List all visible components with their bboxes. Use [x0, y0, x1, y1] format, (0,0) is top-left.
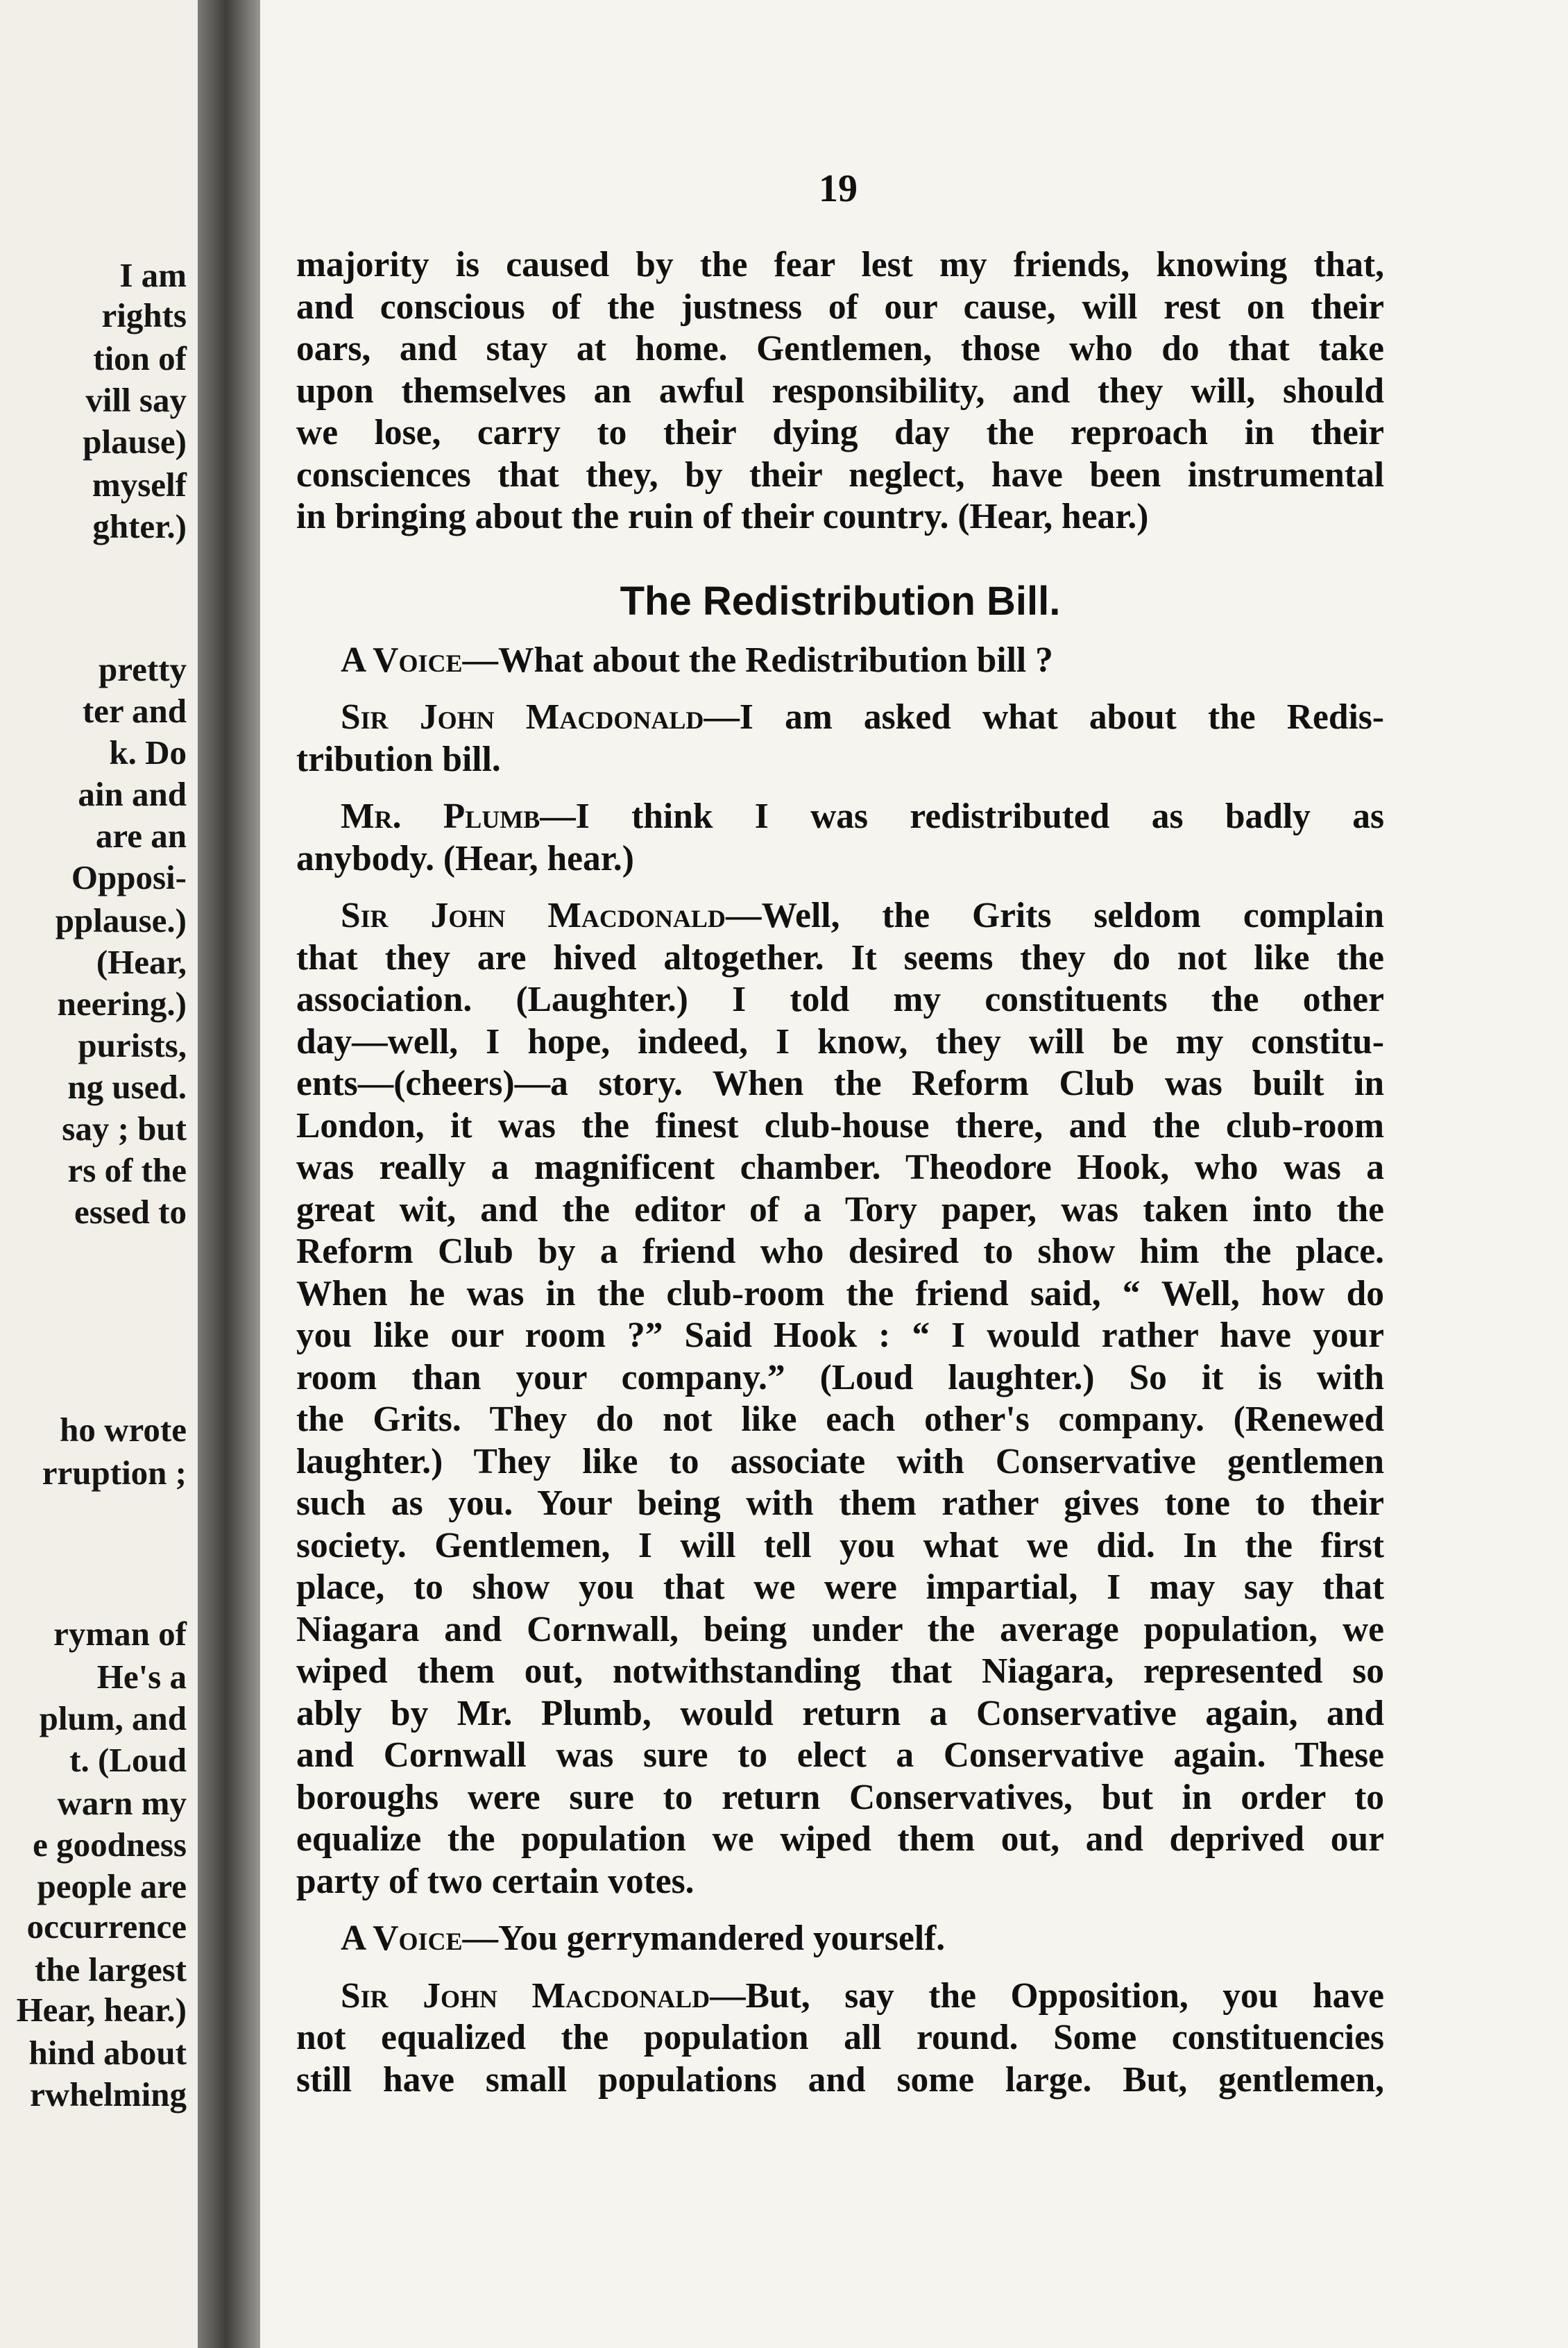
- left-page-line: t. (Loud: [69, 1741, 187, 1779]
- text-line: and conscious of the justness of our cause, will rest on their: [296, 287, 1384, 327]
- text-line: equalize the population we wiped them out, and deprived our: [296, 1819, 1384, 1859]
- speech-text: —You gerrymandered yourself.: [462, 1919, 946, 1958]
- speech-text: —I think I was redistributed as badly as: [540, 797, 1384, 836]
- text-line: boroughs were sure to return Conservatives, but in order to: [296, 1777, 1384, 1817]
- text-line: laughter.) They like to associate with Conservative gentlemen: [296, 1441, 1384, 1481]
- left-page-line: myself: [92, 466, 187, 504]
- left-page-fragment: [0, 0, 198, 2348]
- text-line: majority is caused by the fear lest my friends, knowing that,: [296, 245, 1384, 284]
- left-page-line: pplause.): [55, 901, 187, 939]
- left-page-line: vill say: [85, 381, 187, 419]
- left-page-line: k. Do: [109, 733, 187, 772]
- speech-text: —What about the Redistribution bill ?: [462, 640, 1053, 680]
- text-line: such as you. Your being with them rather gives tone to their: [296, 1483, 1384, 1523]
- text-line: tribution bill.: [296, 739, 501, 779]
- text-line: [296, 796, 1384, 838]
- text-line: society. Gentlemen, I will tell you what we did. In the first: [296, 1525, 1384, 1565]
- left-page-line: rruption ;: [42, 1454, 187, 1492]
- left-page-line: warn my: [57, 1784, 187, 1822]
- text-line: [296, 1975, 1384, 2018]
- text-line: association. (Laughter.) I told my constituents the other: [296, 980, 1384, 1019]
- text-line: Reform Club by a friend who desired to show him the place.: [296, 1232, 1384, 1271]
- text-line: [296, 895, 1384, 937]
- left-page-line: the largest: [34, 1950, 187, 1989]
- text-line: great wit, and the editor of a Tory paper, was taken into the: [296, 1189, 1384, 1230]
- left-page-line: (Hear,: [96, 943, 187, 981]
- speech-text: —Well, the Grits seldom complain: [725, 896, 1385, 935]
- left-page-line: purists,: [78, 1026, 187, 1064]
- left-page-line: are an: [95, 817, 187, 855]
- text-line: [296, 697, 1384, 739]
- text-line: London, it was the finest club-house there, and the club-room: [296, 1105, 1384, 1146]
- text-line: in bringing about the ruin of their country. (Hear, hear.): [296, 497, 1149, 536]
- left-page-line: ho wrote: [60, 1411, 187, 1449]
- text-line: ents—(cheers)—a story. When the Reform Club was built in: [296, 1064, 1384, 1103]
- text-line: room than your company.” (Loud laughter.) So it is with: [296, 1357, 1384, 1397]
- text-line: When he was in the club-room the friend said, “ Well, how do: [296, 1273, 1384, 1313]
- left-page-line: ryman of: [53, 1615, 187, 1653]
- text-line: that they are hived altogether. It seems they do not like the: [296, 937, 1384, 978]
- left-page-line: ng used.: [67, 1068, 187, 1106]
- left-page-line: occurrence: [26, 1907, 187, 1946]
- text-line: party of two certain votes.: [296, 1861, 694, 1901]
- left-page-line: pretty: [99, 650, 187, 688]
- left-page-line: say ; but: [62, 1109, 187, 1148]
- text-line: [296, 640, 1384, 682]
- left-page-line: ain and: [78, 775, 187, 813]
- text-line: oars, and stay at home. Gentlemen, those who do that take: [296, 329, 1384, 368]
- text-line: not equalized the population all round. Some constituencies: [296, 2018, 1384, 2057]
- left-page-line: I am: [119, 256, 187, 294]
- speaker-name: A Voice: [341, 640, 463, 680]
- speaker-name: Sir John Macdonald: [341, 896, 726, 935]
- page-number: 19: [819, 167, 858, 210]
- text-line: [296, 1918, 1384, 1960]
- left-page-line: tion of: [93, 339, 187, 377]
- left-page-line: hind about: [28, 2034, 187, 2072]
- left-page-line: essed to: [74, 1193, 187, 1231]
- text-line: consciences that they, by their neglect, have been instrumental: [296, 454, 1384, 495]
- section-heading: The Redistribution Bill.: [620, 578, 1061, 624]
- text-line: wiped them out, notwithstanding that Niagara, represented so: [296, 1651, 1384, 1691]
- text-line: ably by Mr. Plumb, would return a Conservative again, and: [296, 1693, 1384, 1733]
- left-page-line: people are: [37, 1867, 187, 1905]
- speaker-name: Mr. Plumb: [341, 797, 540, 836]
- left-page-line: He's a: [96, 1658, 187, 1696]
- book-gutter: [198, 0, 260, 2348]
- left-page-line: plause): [83, 423, 187, 461]
- text-line: place, to show you that we were impartial, I may say that: [296, 1567, 1384, 1607]
- right-page: [260, 0, 1568, 2348]
- text-line: upon themselves an awful responsibility, and they will, should: [296, 371, 1384, 411]
- left-page-line: Opposi-: [71, 858, 187, 896]
- text-line: the Grits. They do not like each other's company. (Renewed: [296, 1400, 1384, 1439]
- text-line: still have small populations and some large. But, gentlemen,: [296, 2059, 1384, 2100]
- body-text: [296, 244, 1384, 2101]
- left-page-line: ter and: [82, 692, 187, 730]
- left-page-line: rwhelming: [30, 2075, 187, 2113]
- text-line: anybody. (Hear, hear.): [296, 838, 634, 878]
- speech-text: —But, say the Opposition, you have: [710, 1975, 1384, 2016]
- text-line: and Cornwall was sure to elect a Conservative again. These: [296, 1735, 1384, 1775]
- left-page-line: rights: [101, 296, 187, 334]
- text-line: we lose, carry to their dying day the reproach in their: [296, 413, 1384, 452]
- speech-text: —I am asked what about the Redis-: [704, 697, 1385, 737]
- text-line: day—well, I hope, indeed, I know, they will be my constitu-: [296, 1021, 1384, 1062]
- left-page-line: rs of the: [67, 1151, 187, 1189]
- text-line: Niagara and Cornwall, being under the average population, we: [296, 1609, 1384, 1649]
- speaker-name: A Voice: [341, 1919, 463, 1958]
- left-page-line: plum, and: [39, 1699, 187, 1737]
- left-page-line: neering.): [57, 985, 187, 1023]
- left-page-line: ghter.): [92, 507, 187, 545]
- text-line: was really a magnificent chamber. Theodore Hook, who was a: [296, 1148, 1384, 1187]
- text-line: you like our room ?” Said Hook : “ I would rather have your: [296, 1316, 1384, 1355]
- left-page-line: Hear, hear.): [16, 1991, 187, 2029]
- speaker-name: Sir John Macdonald: [341, 697, 704, 737]
- left-page-line: e goodness: [33, 1826, 187, 1864]
- speaker-name: Sir John Macdonald: [341, 1975, 710, 2016]
